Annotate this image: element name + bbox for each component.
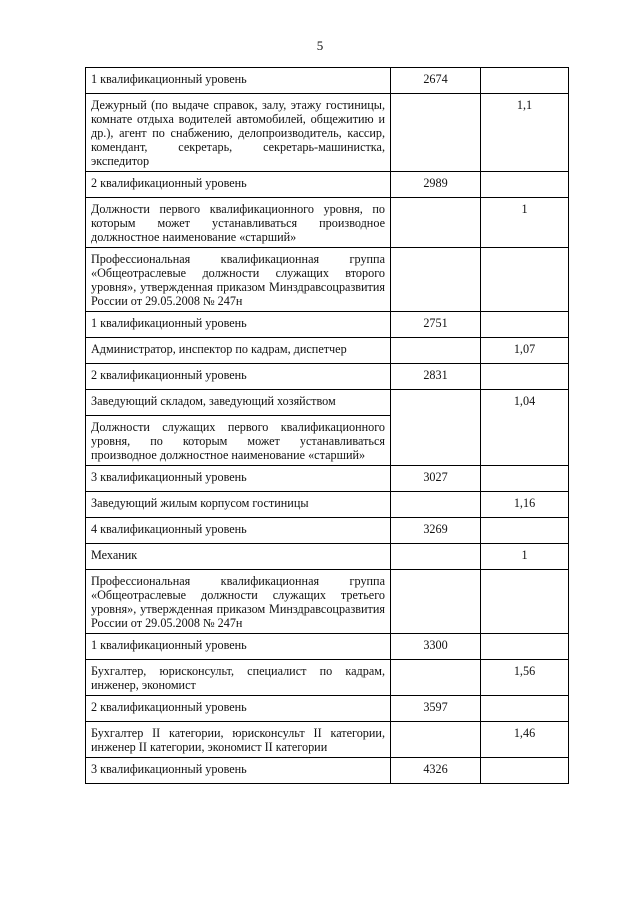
row-coefficient: 1 [481, 544, 569, 570]
row-description: Дежурный (по выдаче справок, залу, этажу гостиницы, комнате отдыха водителей автомобилей, общежитию и др.), агент по снабжению, делопроизводитель, кассир, комендант, секретарь, секретарь-машинистка, экспедитор [86, 94, 391, 172]
row-salary: 2751 [391, 312, 481, 338]
row-coefficient: 1,16 [481, 492, 569, 518]
row-coefficient [481, 518, 569, 544]
table-row [86, 390, 569, 416]
row-salary [391, 338, 481, 364]
table-row [86, 758, 569, 784]
row-coefficient [481, 364, 569, 390]
row-description: 3 квалификационный уровень [86, 758, 391, 784]
row-salary [391, 660, 481, 696]
row-description: Администратор, инспектор по кадрам, диспетчер [86, 338, 391, 364]
row-salary [391, 570, 481, 634]
row-coefficient [481, 696, 569, 722]
table-row [86, 696, 569, 722]
row-salary [391, 390, 481, 466]
table-row [86, 68, 569, 94]
row-description: Заведующий складом, заведующий хозяйством [86, 390, 391, 416]
row-coefficient: 1,04 [481, 390, 569, 466]
row-coefficient [481, 758, 569, 784]
row-salary: 3300 [391, 634, 481, 660]
table-row [86, 722, 569, 758]
salary-table [85, 67, 569, 784]
row-description: Заведующий жилым корпусом гостиницы [86, 492, 391, 518]
row-salary: 2989 [391, 172, 481, 198]
row-coefficient [481, 466, 569, 492]
row-salary: 4326 [391, 758, 481, 784]
table-row [86, 338, 569, 364]
row-coefficient: 1,1 [481, 94, 569, 172]
row-description: Должности первого квалификационного уровня, по которым может устанавливаться производное должностное наименование «старший» [86, 198, 391, 248]
row-salary [391, 544, 481, 570]
row-salary: 3597 [391, 696, 481, 722]
row-description: Бухгалтер II категории, юрисконсульт II категории, инженер II категории, экономист II категории [86, 722, 391, 758]
row-salary: 2831 [391, 364, 481, 390]
row-description: 1 квалификационный уровень [86, 68, 391, 94]
row-coefficient [481, 312, 569, 338]
row-salary: 2674 [391, 68, 481, 94]
row-description: 2 квалификационный уровень [86, 696, 391, 722]
table-row [86, 544, 569, 570]
table-row [86, 492, 569, 518]
table-row [86, 198, 569, 248]
row-coefficient [481, 248, 569, 312]
row-coefficient: 1,56 [481, 660, 569, 696]
row-salary [391, 722, 481, 758]
table-row [86, 518, 569, 544]
row-description: Должности служащих первого квалификационного уровня, по которым может устанавливаться производное должностное наименование «старший» [86, 416, 391, 466]
row-coefficient: 1,46 [481, 722, 569, 758]
row-coefficient [481, 172, 569, 198]
table-row [86, 364, 569, 390]
row-salary [391, 198, 481, 248]
row-salary [391, 94, 481, 172]
row-description: Бухгалтер, юрисконсульт, специалист по кадрам, инженер, экономист [86, 660, 391, 696]
row-salary [391, 248, 481, 312]
row-coefficient [481, 570, 569, 634]
table-row [86, 634, 569, 660]
table-row [86, 466, 569, 492]
table-row [86, 570, 569, 634]
table-row [86, 660, 569, 696]
row-description: Механик [86, 544, 391, 570]
table-row [86, 312, 569, 338]
row-description: Профессиональная квалификационная группа «Общеотраслевые должности служащих третьего уровня», утвержденная приказом Минздравсоцразвития России от 29.05.2008 № 247н [86, 570, 391, 634]
row-coefficient: 1,07 [481, 338, 569, 364]
table-row [86, 94, 569, 172]
row-description: 3 квалификационный уровень [86, 466, 391, 492]
row-salary: 3027 [391, 466, 481, 492]
row-description: Профессиональная квалификационная группа «Общеотраслевые должности служащих второго уровня», утвержденная приказом Минздравсоцразвития России от 29.05.2008 № 247н [86, 248, 391, 312]
page-number: 5 [316, 38, 324, 53]
table-row [86, 248, 569, 312]
row-coefficient [481, 634, 569, 660]
row-description: 1 квалификационный уровень [86, 634, 391, 660]
row-salary [391, 492, 481, 518]
row-description: 2 квалификационный уровень [86, 172, 391, 198]
row-description: 2 квалификационный уровень [86, 364, 391, 390]
row-coefficient [481, 68, 569, 94]
row-description: 4 квалификационный уровень [86, 518, 391, 544]
row-description: 1 квалификационный уровень [86, 312, 391, 338]
table-row [86, 172, 569, 198]
row-coefficient: 1 [481, 198, 569, 248]
row-salary: 3269 [391, 518, 481, 544]
